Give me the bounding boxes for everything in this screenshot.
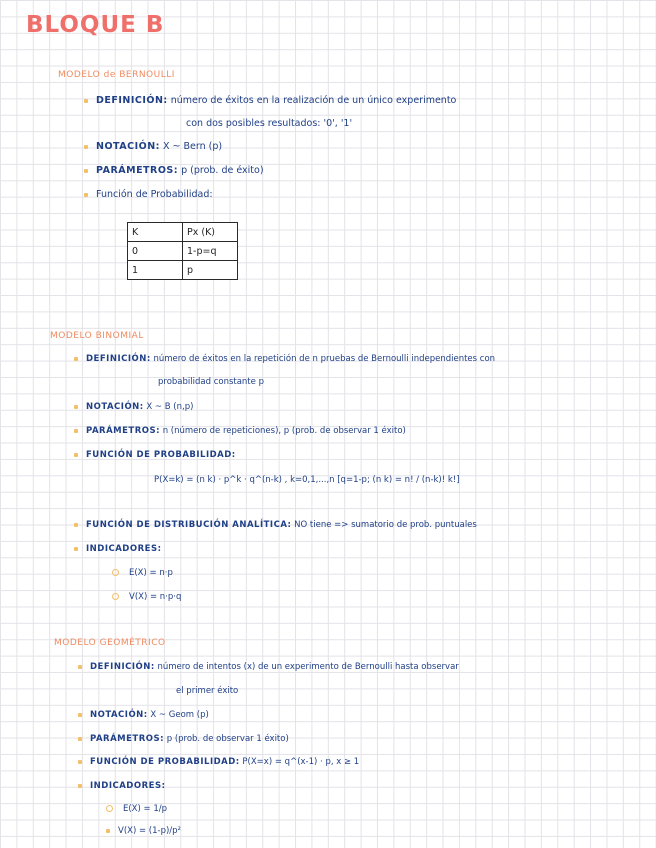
- distribution-text: NO tiene => sumatorio de prob. puntuales: [294, 520, 477, 530]
- mean-text: E(X) = n·p: [129, 568, 173, 578]
- circle-bullet-icon: [112, 569, 119, 576]
- distribution-label: FUNCIÓN DE DISTRIBUCIÓN ANALÍTICA:: [86, 520, 292, 530]
- bullet-icon: [74, 429, 78, 433]
- geometric-notation: [78, 710, 209, 720]
- table-header: K: [128, 223, 183, 242]
- bullet-icon: [74, 357, 78, 361]
- bullet-icon: [84, 169, 88, 173]
- bullet-icon: [106, 829, 110, 833]
- indicators-label: INDICADORES:: [86, 544, 162, 554]
- bernoulli-notation: [84, 141, 222, 152]
- circle-bullet-icon: [106, 805, 113, 812]
- bernoulli-prob-function: [84, 189, 213, 200]
- variance-text: V(X) = (1-p)/p²: [118, 826, 181, 836]
- notation-text: X ~ Geom (p): [150, 710, 209, 720]
- definition-label: DEFINICIÓN:: [96, 95, 168, 106]
- table-cell: p: [183, 261, 238, 280]
- notation-label: NOTACIÓN:: [86, 402, 144, 412]
- indicator-mean: [106, 804, 167, 814]
- binomial-notation: [74, 402, 193, 412]
- mean-text: E(X) = 1/p: [123, 804, 168, 814]
- table-cell: 0: [128, 242, 183, 261]
- bullet-icon: [74, 405, 78, 409]
- variance-text: V(X) = n·p·q: [129, 592, 182, 602]
- definition-text-cont: probabilidad constante p: [158, 377, 264, 387]
- bullet-icon: [78, 665, 82, 669]
- bullet-icon: [74, 547, 78, 551]
- geometric-parameters: [78, 734, 289, 744]
- geometric-prob-function: [78, 757, 359, 767]
- bullet-icon: [84, 145, 88, 149]
- prob-function-label: Función de Probabilidad:: [96, 189, 213, 200]
- definition-text-cont: con dos posibles resultados: '0', '1': [186, 118, 353, 129]
- parameters-label: PARÁMETROS:: [90, 734, 165, 744]
- bullet-icon: [78, 784, 82, 788]
- table-cell: 1: [128, 261, 183, 280]
- definition-text: número de éxitos en la realización de un único experimento: [170, 95, 457, 106]
- bullet-icon: [84, 193, 88, 197]
- bullet-icon: [78, 760, 82, 764]
- parameters-label: PARÁMETROS:: [86, 426, 161, 436]
- bullet-icon: [78, 713, 82, 717]
- notation-label: NOTACIÓN:: [90, 710, 148, 720]
- prob-function-label: FUNCIÓN DE PROBABILIDAD:: [86, 450, 236, 460]
- bullet-icon: [74, 523, 78, 527]
- circle-bullet-icon: [112, 593, 119, 600]
- binomial-parameters: [74, 426, 406, 436]
- geometric-heading: MODELO GEOMÉTRICO: [54, 638, 166, 648]
- indicators-label: INDICADORES:: [90, 781, 166, 791]
- notation-text: X ~ Bern (p): [163, 141, 223, 152]
- bernoulli-heading: MODELO de BERNOULLI: [58, 70, 175, 80]
- notation-text: X ~ B (n,p): [146, 402, 194, 412]
- binomial-indicators: [74, 544, 161, 554]
- indicator-variance: [106, 826, 181, 836]
- prob-function-text: P(X=x) = q^(x-1) · p, x ≥ 1: [242, 757, 360, 767]
- indicator-mean: [112, 568, 173, 578]
- definition-label: DEFINICIÓN:: [90, 662, 155, 672]
- geometric-definition: [78, 662, 459, 672]
- notation-label: NOTACIÓN:: [96, 141, 160, 152]
- binomial-distribution-function: [74, 520, 477, 530]
- table-row: [128, 261, 238, 280]
- bullet-icon: [78, 737, 82, 741]
- parameters-text: p (prob. de observar 1 éxito): [166, 734, 289, 744]
- table-row: [128, 242, 238, 261]
- parameters-label: PARÁMETROS:: [96, 165, 179, 176]
- binomial-heading: MODELO BINOMIAL: [50, 331, 144, 341]
- bullet-icon: [84, 99, 88, 103]
- table-header-row: [128, 223, 238, 242]
- definition-text-cont: el primer éxito: [176, 686, 239, 696]
- prob-function-label: FUNCIÓN DE PROBABILIDAD:: [90, 757, 240, 767]
- indicator-variance: [112, 592, 181, 602]
- definition-text: número de intentos (x) de un experimento de Bernoulli hasta observar: [157, 662, 459, 672]
- geometric-indicators: [78, 781, 165, 791]
- page-title: BLOQUE B: [26, 12, 165, 38]
- bullet-icon: [74, 453, 78, 457]
- binomial-prob-function: [74, 450, 236, 460]
- definition-label: DEFINICIÓN:: [86, 354, 151, 364]
- bernoulli-definition: [84, 95, 456, 106]
- binomial-definition: [74, 354, 495, 364]
- parameters-text: p (prob. de éxito): [181, 165, 264, 176]
- binomial-formula: P(X=k) = (n k) · p^k · q^(n-k) , k=0,1,...,n [q=1-p; (n k) = n! / (n-k)! k!]: [154, 475, 460, 485]
- bernoulli-parameters: [84, 165, 264, 176]
- probability-table: [127, 222, 238, 280]
- table-cell: 1-p=q: [183, 242, 238, 261]
- table-header: Px (K): [183, 223, 238, 242]
- definition-text: número de éxitos en la repetición de n pruebas de Bernoulli independientes con: [153, 354, 496, 364]
- parameters-text: n (número de repeticiones), p (prob. de observar 1 éxito): [162, 426, 406, 436]
